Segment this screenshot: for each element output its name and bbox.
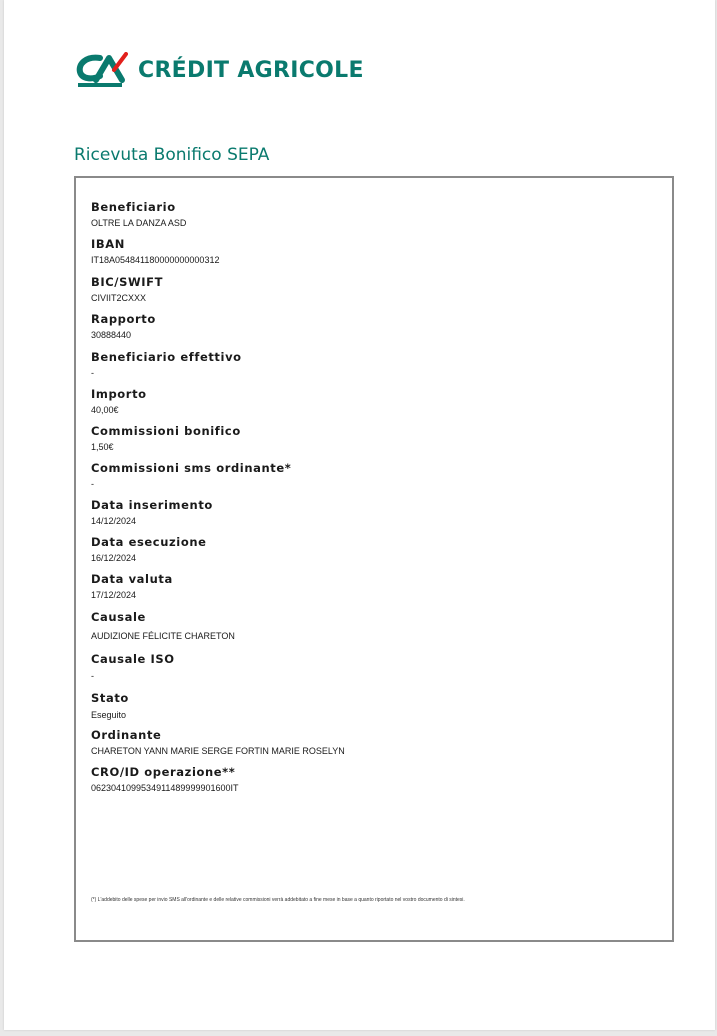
field-value: 0623041099534911489999901600IT (91, 783, 239, 793)
field-value: 16/12/2024 (91, 553, 137, 563)
field-label: Commissioni sms ordinante* (91, 461, 292, 475)
field-rapporto (91, 312, 661, 341)
field-label: Beneficiario effettivo (91, 350, 242, 364)
field-label: Causale (91, 610, 146, 624)
field-label: Causale ISO (91, 652, 175, 666)
field-beneficiario (91, 200, 661, 229)
credit-agricole-logo-icon (76, 52, 128, 88)
field-value: 17/12/2024 (91, 590, 137, 600)
receipt-fields (91, 200, 661, 794)
field-data-valuta (91, 572, 661, 601)
page-title: Ricevuta Bonifico SEPA (74, 145, 270, 165)
field-label: IBAN (91, 237, 125, 251)
field-cro-id-operazione (91, 765, 661, 794)
field-stato (91, 691, 661, 721)
field-bic-swift (91, 275, 661, 304)
field-causale (91, 610, 661, 642)
field-commissioni-bonifico (91, 424, 661, 453)
field-label: Importo (91, 387, 147, 401)
field-label: Commissioni bonifico (91, 424, 241, 438)
field-label: BIC/SWIFT (91, 275, 164, 289)
field-label: Data esecuzione (91, 535, 207, 549)
field-value: OLTRE LA DANZA ASD (91, 218, 187, 228)
field-importo (91, 387, 661, 416)
field-label: Stato (91, 691, 129, 705)
field-value: IT18A054841180000000000312 (91, 255, 220, 265)
receipt-box (74, 176, 674, 942)
field-causale-iso (91, 652, 661, 682)
brand-logo (76, 52, 364, 88)
field-value: 30888440 (91, 330, 132, 340)
field-label: Ordinante (91, 728, 162, 742)
brand-name: CRÉDIT AGRICOLE (138, 57, 364, 83)
field-label: CRO/ID operazione** (91, 765, 236, 779)
field-value: 1,50€ (91, 442, 114, 452)
field-iban (91, 237, 661, 266)
footnote: (*) L'addebito delle spese per invio SMS all'ordinante e delle relative commissioni verrà addebitato a fine mese in base a quanto riportato nel vostro documento di sintesi. (91, 897, 465, 903)
document-page (4, 0, 715, 1030)
field-label: Data valuta (91, 572, 173, 586)
field-label: Beneficiario (91, 200, 176, 214)
field-value: CHARETON YANN MARIE SERGE FORTIN MARIE ROSELYN (91, 746, 345, 756)
field-label: Rapporto (91, 312, 156, 326)
field-data-esecuzione (91, 535, 661, 564)
field-value: - (91, 368, 94, 378)
field-label: Data inserimento (91, 498, 213, 512)
field-commissioni-sms (91, 461, 661, 490)
field-value: 14/12/2024 (91, 516, 137, 526)
field-value: CIVIIT2CXXX (91, 293, 147, 303)
field-value: Eseguito (91, 710, 127, 720)
field-ordinante (91, 728, 661, 757)
field-beneficiario-effettivo (91, 350, 661, 379)
field-value: - (91, 671, 94, 681)
field-value: - (91, 479, 94, 489)
field-value: AUDIZIONE FÉLICITE CHARETON (91, 631, 235, 641)
field-value: 40,00€ (91, 405, 119, 415)
field-data-inserimento (91, 498, 661, 527)
